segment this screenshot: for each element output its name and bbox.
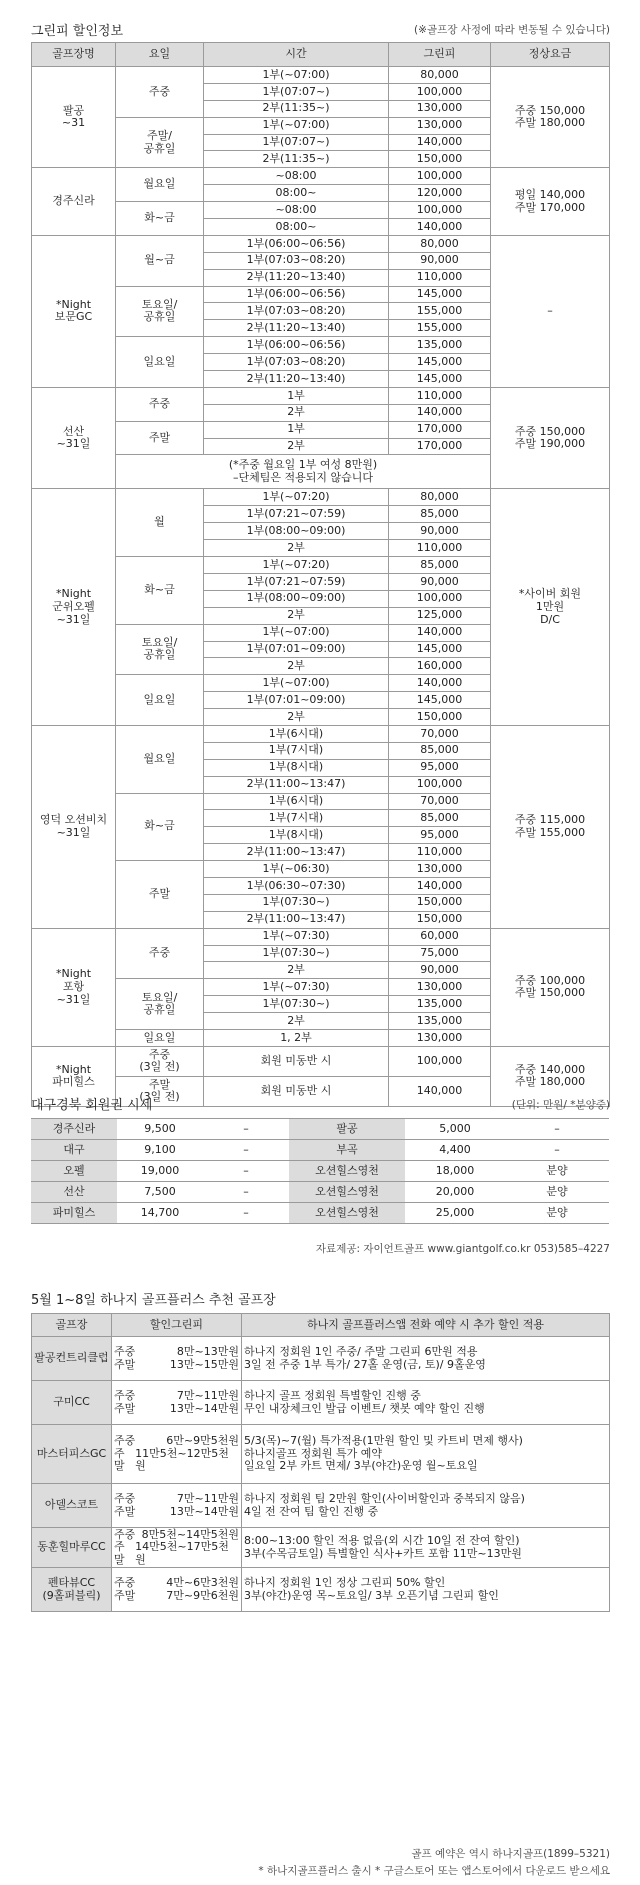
fee-range: 14만5천~17만5천원 <box>135 1540 229 1566</box>
recommend-header-cell: 골프장 <box>32 1314 112 1337</box>
time-cell: 2부 <box>204 709 389 726</box>
club-name-cell: 영덕 오션비치 ~31일 <box>32 725 116 928</box>
fee-range: 7만~11만원 <box>176 1491 239 1505</box>
time-cell: 1부(07:30~) <box>204 894 389 911</box>
time-cell: 2부 <box>204 962 389 979</box>
greenfee-cell: 155,000 <box>389 303 491 320</box>
greenfee-cell: 140,000 <box>389 675 491 692</box>
table-row <box>32 489 610 506</box>
day-cell: 토요일/ 공휴일 <box>116 979 204 1030</box>
fee-day-label: 주중 <box>114 1491 136 1505</box>
membership-cell: 선산 <box>31 1182 117 1203</box>
time-cell: 2부 <box>204 1013 389 1030</box>
fee-day-label: 주말 <box>114 1588 136 1602</box>
greenfee-cell: 70,000 <box>389 793 491 810</box>
fee-day-label: 주중 <box>114 1434 136 1448</box>
membership-cell: 경주신라 <box>31 1119 117 1140</box>
table-row <box>32 1381 610 1425</box>
fee-day-label: 주중 <box>114 1527 136 1541</box>
extra-discount-cell: 하나지 정회원 1인 주중/ 주말 그린피 6만원 적용 3일 전 주중 1부 특가/ 27홀 운영(금, 토)/ 9홀운영 <box>242 1337 610 1381</box>
greenfee-table <box>31 42 610 1107</box>
greenfee-cell: 170,000 <box>389 421 491 438</box>
greenfee-cell: 130,000 <box>389 100 491 117</box>
membership-cell: 분양 <box>505 1203 609 1224</box>
greenfee-header-cell: 그린피 <box>389 43 491 67</box>
greenfee-cell: 170,000 <box>389 438 491 455</box>
membership-cell: 14,700 <box>117 1203 203 1224</box>
fee-range: 7만~11만원 <box>176 1388 239 1402</box>
day-cell: 주말/ 공휴일 <box>116 117 204 168</box>
day-cell: 일요일 <box>116 675 204 726</box>
membership-cell: 대구 <box>31 1140 117 1161</box>
time-cell: 1부(06:00~06:56) <box>204 286 389 303</box>
greenfee-cell: 85,000 <box>389 506 491 523</box>
club-name-cell: *Night 보문GC <box>32 235 116 387</box>
regular-price-cell: 주중 140,000 주말 180,000 <box>491 1046 610 1106</box>
greenfee-cell: 90,000 <box>389 523 491 540</box>
time-cell: 08:00~ <box>204 219 389 236</box>
day-cell: 월 <box>116 489 204 557</box>
club-name-cell: 선산 ~31일 <box>32 387 116 489</box>
greenfee-header-cell: 요일 <box>116 43 204 67</box>
greenfee-cell: 155,000 <box>389 320 491 337</box>
greenfee-cell: 135,000 <box>389 337 491 354</box>
app-footer: * 하나지골프플러스 출시 * 구글스토어 또는 앱스토어에서 다운로드 받으세요 <box>258 1865 610 1877</box>
club-note-cell: (*주중 월요일 1부 여성 8만원) –단체팀은 적용되지 않습니다 <box>116 455 491 489</box>
membership-cell: 오션힐스영천 <box>289 1203 405 1224</box>
membership-price-table <box>31 1118 609 1224</box>
day-cell: 일요일 <box>116 1029 204 1046</box>
day-cell: 월요일 <box>116 725 204 793</box>
time-cell: 회원 미동반 시 <box>204 1046 389 1076</box>
greenfee-cell: 110,000 <box>389 387 491 404</box>
fee-day-label: 주말 <box>114 1504 136 1518</box>
membership-cell: 19,000 <box>117 1161 203 1182</box>
time-cell: 1부(07:03~08:20) <box>204 252 389 269</box>
table-row <box>32 1484 610 1528</box>
greenfee-cell: 100,000 <box>389 202 491 219</box>
greenfee-cell: 85,000 <box>389 742 491 759</box>
time-cell: 1부(07:21~07:59) <box>204 506 389 523</box>
membership-cell: – <box>505 1119 609 1140</box>
club-name-cell: 경주신라 <box>32 168 116 236</box>
day-cell: 월요일 <box>116 168 204 202</box>
time-cell: 1부(07:30~) <box>204 996 389 1013</box>
day-cell: 주말 <box>116 421 204 455</box>
day-cell: 주중 <box>116 67 204 118</box>
fee-line <box>114 1435 239 1448</box>
time-cell: 2부 <box>204 540 389 557</box>
time-cell: 1부(08:00~09:00) <box>204 590 389 607</box>
fee-range: 11만5천~12만5천원 <box>135 1446 229 1473</box>
greenfee-cell: 145,000 <box>389 354 491 371</box>
time-cell: 1부(6시대) <box>204 725 389 742</box>
time-cell: 1부(8시대) <box>204 827 389 844</box>
table-row <box>32 67 610 84</box>
time-cell: 2부(11:20~13:40) <box>204 320 389 337</box>
extra-discount-cell: 5/3(목)~7(월) 특가적용(1만원 할인 및 카트비 면제 행사) 하나지골프 정회원 특가 예약 일요일 2부 카트 면제/ 3부(야간)운영 월~토요일 <box>242 1425 610 1484</box>
membership-cell: 분양 <box>505 1161 609 1182</box>
membership-cell: 팔공 <box>289 1119 405 1140</box>
fee-range: 4만~6만3천원 <box>166 1575 239 1589</box>
time-cell: 1부(07:21~07:59) <box>204 573 389 590</box>
greenfee-cell: 150,000 <box>389 894 491 911</box>
greenfee-cell: 85,000 <box>389 557 491 574</box>
fee-line <box>114 1346 239 1359</box>
day-cell: 주말 <box>116 861 204 929</box>
extra-discount-cell: 하나지 정회원 1인 정상 그린피 50% 할인 3부(야간)운영 목~토요일/ 3부 오픈기념 그린피 할인 <box>242 1568 610 1612</box>
discount-fee-cell <box>112 1484 242 1528</box>
discount-fee-cell <box>112 1568 242 1612</box>
greenfee-cell: 140,000 <box>389 134 491 151</box>
time-cell: 1부(06:30~07:30) <box>204 877 389 894</box>
regular-price-cell: *사이버 회원 1만원 D/C <box>491 489 610 725</box>
greenfee-cell: 110,000 <box>389 844 491 861</box>
greenfee-cell: 70,000 <box>389 725 491 742</box>
greenfee-cell: 130,000 <box>389 861 491 878</box>
course-name-cell: 아델스코트 <box>32 1484 112 1528</box>
table-row <box>32 168 610 185</box>
time-cell: ~08:00 <box>204 202 389 219</box>
day-cell: 화~금 <box>116 557 204 625</box>
greenfee-section-title: 그린피 할인정보 <box>31 24 124 39</box>
time-cell: 1부(~07:20) <box>204 489 389 506</box>
fee-line <box>114 1448 239 1473</box>
fee-line <box>114 1577 239 1590</box>
greenfee-cell: 145,000 <box>389 286 491 303</box>
regular-price-cell: 평일 140,000 주말 170,000 <box>491 168 610 236</box>
recommend-section-title: 5월 1~8일 하나지 골프플러스 추천 골프장 <box>31 1293 276 1308</box>
table-row <box>32 725 610 742</box>
greenfee-section-note: (※골프장 사정에 따라 변동될 수 있습니다) <box>414 24 610 36</box>
table-row <box>32 928 610 945</box>
greenfee-cell: 95,000 <box>389 759 491 776</box>
greenfee-cell: 100,000 <box>389 590 491 607</box>
greenfee-cell: 150,000 <box>389 709 491 726</box>
day-cell: 주중 (3일 전) <box>116 1046 204 1076</box>
time-cell: 1부(~07:00) <box>204 675 389 692</box>
course-name-cell: 팔공컨트리클럽 <box>32 1337 112 1381</box>
fee-day-label: 주말 <box>114 1357 136 1371</box>
day-cell: 토요일/ 공휴일 <box>116 624 204 675</box>
time-cell: 1부 <box>204 387 389 404</box>
time-cell: 1부(07:03~08:20) <box>204 354 389 371</box>
greenfee-cell: 85,000 <box>389 810 491 827</box>
membership-cell: – <box>203 1203 289 1224</box>
time-cell: 1부(7시대) <box>204 810 389 827</box>
time-cell: 2부 <box>204 607 389 624</box>
fee-line <box>114 1541 239 1566</box>
membership-cell: 20,000 <box>405 1182 505 1203</box>
membership-cell: 18,000 <box>405 1161 505 1182</box>
day-cell: 화~금 <box>116 202 204 236</box>
membership-cell: – <box>203 1140 289 1161</box>
fee-day-label: 주중 <box>114 1344 136 1358</box>
time-cell: 1부(07:07~) <box>204 134 389 151</box>
extra-discount-cell: 하나지 골프 정회원 특별할인 진행 중 무인 내장체크인 발급 이벤트/ 챗봇 예약 할인 진행 <box>242 1381 610 1425</box>
greenfee-cell: 130,000 <box>389 117 491 134</box>
membership-cell: 9,100 <box>117 1140 203 1161</box>
regular-price-cell: 주중 100,000 주말 150,000 <box>491 928 610 1046</box>
discount-fee-cell <box>112 1337 242 1381</box>
greenfee-cell: 145,000 <box>389 692 491 709</box>
fee-range: 6만~9만5천원 <box>166 1434 239 1448</box>
time-cell: 1부(07:01~09:00) <box>204 641 389 658</box>
time-cell: 1부(~06:30) <box>204 861 389 878</box>
time-cell: 1부(~07:20) <box>204 557 389 574</box>
discount-fee-cell <box>112 1528 242 1568</box>
greenfee-cell: 145,000 <box>389 371 491 388</box>
fee-range: 13만~15만원 <box>169 1357 239 1371</box>
time-cell: 1, 2부 <box>204 1029 389 1046</box>
fee-range: 7만~9만6천원 <box>166 1588 239 1602</box>
regular-price-cell: 주중 150,000 주말 190,000 <box>491 387 610 489</box>
membership-cell: 분양 <box>505 1182 609 1203</box>
greenfee-cell: 100,000 <box>389 83 491 100</box>
time-cell: 1부(6시대) <box>204 793 389 810</box>
regular-price-cell: 주중 150,000 주말 180,000 <box>491 67 610 168</box>
membership-cell: 4,400 <box>405 1140 505 1161</box>
greenfee-header-cell: 골프장명 <box>32 43 116 67</box>
membership-cell: – <box>505 1140 609 1161</box>
club-name-cell: 팔공 ~31 <box>32 67 116 168</box>
day-cell: 화~금 <box>116 793 204 861</box>
day-cell: 일요일 <box>116 337 204 388</box>
table-row <box>32 1425 610 1484</box>
greenfee-header-cell: 시간 <box>204 43 389 67</box>
fee-day-label: 주중 <box>114 1575 136 1589</box>
fee-line <box>114 1590 239 1603</box>
recommend-header-cell: 할인그린피 <box>112 1314 242 1337</box>
table-row <box>32 235 610 252</box>
membership-cell: 오션힐스영천 <box>289 1182 405 1203</box>
time-cell: 1부(07:03~08:20) <box>204 303 389 320</box>
table-row <box>32 387 610 404</box>
membership-cell: 9,500 <box>117 1119 203 1140</box>
greenfee-cell: 90,000 <box>389 573 491 590</box>
greenfee-cell: 130,000 <box>389 979 491 996</box>
greenfee-cell: 140,000 <box>389 404 491 421</box>
table-row <box>32 1528 610 1568</box>
greenfee-cell: 145,000 <box>389 641 491 658</box>
time-cell: 1부(08:00~09:00) <box>204 523 389 540</box>
greenfee-cell: 110,000 <box>389 269 491 286</box>
greenfee-cell: 90,000 <box>389 962 491 979</box>
time-cell: 1부(~07:00) <box>204 67 389 84</box>
fee-day-label: 주말 <box>114 1401 136 1415</box>
club-name-cell: *Night 포항 ~31일 <box>32 928 116 1046</box>
fee-line <box>114 1390 239 1403</box>
day-cell: 월~금 <box>116 235 204 286</box>
time-cell: 1부(06:00~06:56) <box>204 337 389 354</box>
discount-fee-cell <box>112 1381 242 1425</box>
greenfee-cell: 150,000 <box>389 911 491 928</box>
greenfee-cell: 140,000 <box>389 624 491 641</box>
membership-cell: – <box>203 1161 289 1182</box>
day-cell: 주중 <box>116 387 204 421</box>
membership-cell: 파미힐스 <box>31 1203 117 1224</box>
membership-cell: – <box>203 1119 289 1140</box>
fee-line <box>114 1493 239 1506</box>
time-cell: 1부(~07:00) <box>204 117 389 134</box>
time-cell: ~08:00 <box>204 168 389 185</box>
time-cell: 08:00~ <box>204 185 389 202</box>
membership-cell: 25,000 <box>405 1203 505 1224</box>
greenfee-cell: 150,000 <box>389 151 491 168</box>
recommend-header-cell: 하나지 골프플러스앱 전화 예약 시 추가 할인 적용 <box>242 1314 610 1337</box>
fee-line <box>114 1403 239 1416</box>
recommend-header-row <box>32 1314 610 1337</box>
membership-source: 자료제공: 자이언트골프 www.giantgolf.co.kr 053)585–4227 <box>315 1243 610 1255</box>
fee-line <box>114 1359 239 1372</box>
discount-fee-cell <box>112 1425 242 1484</box>
greenfee-cell: 75,000 <box>389 945 491 962</box>
fee-range: 8만5천~14만5천원 <box>141 1527 239 1541</box>
time-cell: 1부(06:00~06:56) <box>204 235 389 252</box>
membership-cell: 오션힐스영천 <box>289 1161 405 1182</box>
table-row <box>31 1140 609 1161</box>
time-cell: 2부(11:00~13:47) <box>204 776 389 793</box>
club-name-cell: *Night 군위오펠 ~31일 <box>32 489 116 725</box>
table-row <box>31 1203 609 1224</box>
time-cell: 2부 <box>204 438 389 455</box>
time-cell: 1부(8시대) <box>204 759 389 776</box>
fee-day-label: 주말 <box>114 1540 125 1566</box>
regular-price-cell: 주중 115,000 주말 155,000 <box>491 725 610 928</box>
recommend-table <box>31 1313 610 1612</box>
time-cell: 1부(~07:30) <box>204 928 389 945</box>
greenfee-cell: 160,000 <box>389 658 491 675</box>
fee-line <box>114 1506 239 1519</box>
greenfee-cell: 100,000 <box>389 1046 491 1076</box>
time-cell: 2부(11:35~) <box>204 151 389 168</box>
time-cell: 회원 미동반 시 <box>204 1076 389 1106</box>
greenfee-cell: 95,000 <box>389 827 491 844</box>
table-row <box>32 1046 610 1076</box>
time-cell: 1부(7시대) <box>204 742 389 759</box>
membership-cell: 오펠 <box>31 1161 117 1182</box>
fee-range: 13만~14만원 <box>169 1504 239 1518</box>
time-cell: 1부 <box>204 421 389 438</box>
greenfee-cell: 100,000 <box>389 168 491 185</box>
day-cell: 주중 <box>116 928 204 979</box>
time-cell: 2부(11:00~13:47) <box>204 844 389 861</box>
time-cell: 1부(~07:00) <box>204 624 389 641</box>
course-name-cell: 동훈힐마루CC <box>32 1528 112 1568</box>
membership-cell: – <box>203 1182 289 1203</box>
time-cell: 2부 <box>204 404 389 421</box>
greenfee-cell: 100,000 <box>389 776 491 793</box>
fee-range: 13만~14만원 <box>169 1401 239 1415</box>
fee-day-label: 주말 <box>114 1446 125 1473</box>
day-cell: 토요일/ 공휴일 <box>116 286 204 337</box>
time-cell: 1부(~07:30) <box>204 979 389 996</box>
table-row <box>32 1568 610 1612</box>
greenfee-cell: 135,000 <box>389 1013 491 1030</box>
time-cell: 2부(11:35~) <box>204 100 389 117</box>
fee-range: 8만~13만원 <box>176 1344 239 1358</box>
greenfee-cell: 80,000 <box>389 235 491 252</box>
table-row <box>31 1161 609 1182</box>
greenfee-cell: 140,000 <box>389 1076 491 1106</box>
greenfee-cell: 140,000 <box>389 877 491 894</box>
fee-day-label: 주중 <box>114 1388 136 1402</box>
greenfee-header-cell: 정상요금 <box>491 43 610 67</box>
membership-unit-note: (단위: 만원/ *분양중) <box>511 1099 610 1111</box>
time-cell: 2부(11:20~13:40) <box>204 269 389 286</box>
membership-cell: 7,500 <box>117 1182 203 1203</box>
club-name-cell: *Night 파미힐스 <box>32 1046 116 1106</box>
greenfee-cell: 90,000 <box>389 252 491 269</box>
time-cell: 2부(11:20~13:40) <box>204 371 389 388</box>
course-name-cell: 마스터피스GC <box>32 1425 112 1484</box>
time-cell: 1부(07:30~) <box>204 945 389 962</box>
table-row <box>31 1182 609 1203</box>
greenfee-cell: 140,000 <box>389 219 491 236</box>
membership-section-title: 대구경북 회원권 시세 <box>31 1098 153 1113</box>
time-cell: 1부(07:07~) <box>204 83 389 100</box>
extra-discount-cell: 하나지 정회원 팀 2만원 할인(사이버할인과 중복되지 않음) 4일 전 잔여 팀 할인 진행 중 <box>242 1484 610 1528</box>
day-cell: 주말 (3일 전) <box>116 1076 204 1106</box>
greenfee-cell: 110,000 <box>389 540 491 557</box>
course-name-cell: 펜타뷰CC (9홀퍼블릭) <box>32 1568 112 1612</box>
course-name-cell: 구미CC <box>32 1381 112 1425</box>
greenfee-cell: 120,000 <box>389 185 491 202</box>
greenfee-cell: 60,000 <box>389 928 491 945</box>
extra-discount-cell: 8:00~13:00 할인 적용 없음(외 시간 10일 전 잔여 할인) 3부(수목금토일) 특별할인 식사+카트 포함 11만~13만원 <box>242 1528 610 1568</box>
table-row <box>31 1119 609 1140</box>
greenfee-cell: 80,000 <box>389 489 491 506</box>
time-cell: 2부 <box>204 658 389 675</box>
regular-price-cell: – <box>491 235 610 387</box>
greenfee-cell: 130,000 <box>389 1029 491 1046</box>
time-cell: 2부(11:00~13:47) <box>204 911 389 928</box>
table-row <box>32 1337 610 1381</box>
greenfee-header-row <box>32 43 610 67</box>
membership-cell: 부곡 <box>289 1140 405 1161</box>
time-cell: 1부(07:01~09:00) <box>204 692 389 709</box>
booking-footer: 골프 예약은 역시 하나지골프(1899–5321) <box>411 1848 610 1860</box>
membership-cell: 5,000 <box>405 1119 505 1140</box>
greenfee-cell: 135,000 <box>389 996 491 1013</box>
greenfee-cell: 125,000 <box>389 607 491 624</box>
greenfee-cell: 80,000 <box>389 67 491 84</box>
